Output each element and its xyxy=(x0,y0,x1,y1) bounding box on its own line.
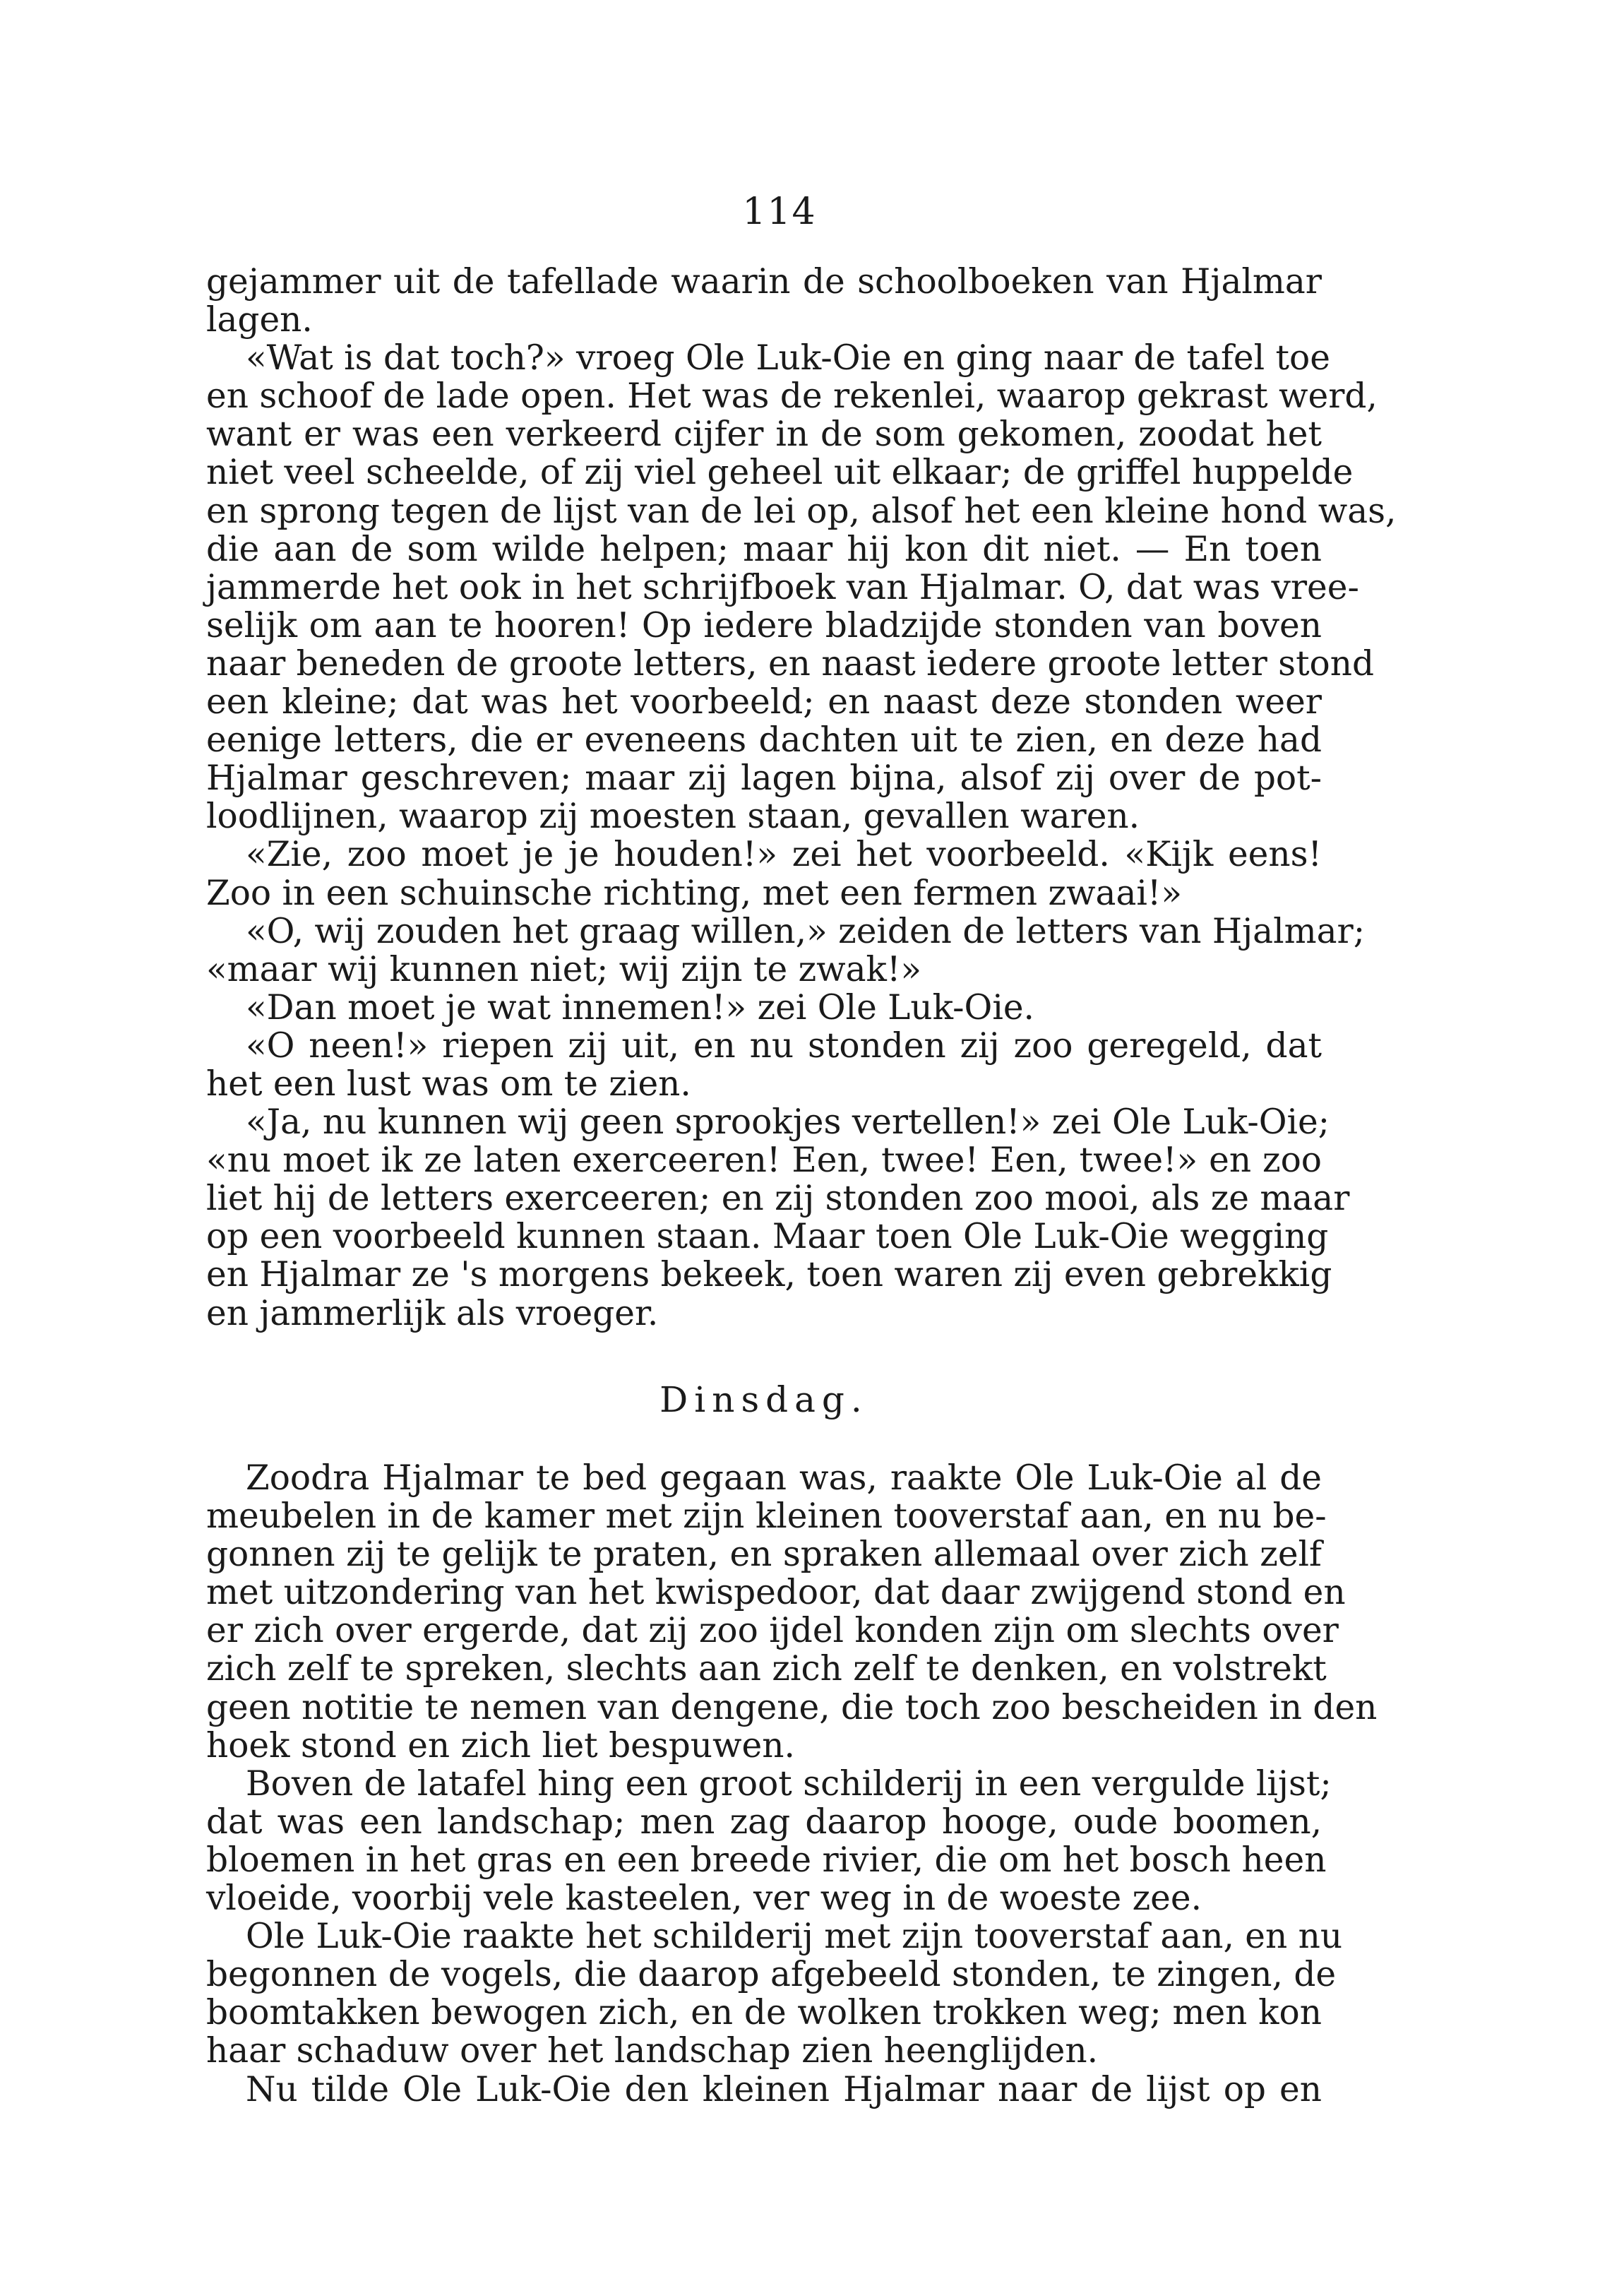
page-number: 114 xyxy=(742,191,817,233)
text-line: «O neen!» riepen zij uit, en nu stonden zij zoo geregeld, dat xyxy=(246,1025,1322,1066)
text-line: lagen. xyxy=(206,300,313,340)
text-section-2 xyxy=(206,1458,1378,2109)
text-line: boomtakken bewogen zich, en de wolken trokken weg; men kon xyxy=(206,1993,1322,2033)
text-line: selijk om aan te hooren! Op iedere bladzijde stonden van boven xyxy=(206,605,1322,645)
text-line: het een lust was om te zien. xyxy=(206,1064,691,1104)
text-line: «O, wij zouden het graag willen,» zeiden de letters van Hjalmar; xyxy=(246,911,1366,951)
text-line: vloeide, voorbij vele kasteelen, ver weg in de woeste zee. xyxy=(206,1879,1202,1919)
text-line: liet hij de letters exerceeren; en zij stonden zoo mooi, als ze maar xyxy=(206,1179,1350,1219)
text-line: begonnen de vogels, die daarop afgebeeld stonden, te zingen, de xyxy=(206,1955,1337,1995)
text-line: Zoodra Hjalmar te bed gegaan was, raakte Ole Luk-Oie al de xyxy=(246,1458,1322,1498)
text-line: zich zelf te spreken, slechts aan zich zelf te denken, en volstrekt xyxy=(206,1649,1327,1689)
text-line: «Wat is dat toch?» vroeg Ole Luk-Oie en ging naar de tafel toe xyxy=(246,338,1330,379)
text-line: Boven de latafel hing een groot schilderij in een vergulde lijst; xyxy=(246,1763,1332,1804)
text-line: naar beneden de groote letters, en naast iedere groote letter stond xyxy=(206,643,1375,684)
text-line: «nu moet ik ze laten exerceeren! Een, twee! Een, twee!» en zoo xyxy=(206,1141,1322,1181)
text-line: «Dan moet je wat innemen!» zei Ole Luk-Oie. xyxy=(246,987,1034,1028)
text-line: en Hjalmar ze 's morgens bekeek, toen waren zij even gebrekkig xyxy=(206,1255,1332,1295)
text-section-1 xyxy=(206,262,1397,1333)
text-line: «Ja, nu kunnen wij geen sprookjes vertellen!» zei Ole Luk-Oie; xyxy=(246,1102,1330,1143)
text-line: Hjalmar geschreven; maar zij lagen bijna, alsof zij over de pot- xyxy=(206,758,1322,799)
text-line: en schoof de lade open. Het was de rekenlei, waarop gekrast werd, xyxy=(206,376,1378,417)
text-line: op een voorbeeld kunnen staan. Maar toen Ole Luk-Oie wegging xyxy=(206,1217,1329,1257)
text-line: met uitzondering van het kwispedoor, dat daar zwijgend stond en xyxy=(206,1573,1346,1613)
text-line: gonnen zij te gelijk te praten, en spraken allemaal over zich zelf xyxy=(206,1535,1322,1575)
text-line: hoek stond en zich liet bespuwen. xyxy=(206,1725,795,1766)
text-line: meubelen in de kamer met zijn kleinen tooverstaf aan, en nu be- xyxy=(206,1496,1327,1537)
text-line: niet veel scheelde, of zij viel geheel uit elkaar; de griffel huppelde xyxy=(206,453,1354,493)
text-line: dat was een landschap; men zag daarop hooge, oude boomen, xyxy=(206,1802,1322,1842)
text-line: jammerde het ook in het schrijfboek van Hjalmar. O, dat was vree- xyxy=(206,567,1359,607)
text-line: eenige letters, die er eveneens dachten uit te zien, en deze had xyxy=(206,720,1322,761)
text-line: geen notitie te nemen van dengene, die toch zoo bescheiden in den xyxy=(206,1687,1378,1727)
text-line: een kleine; dat was het voorbeeld; en naast deze stonden weer xyxy=(206,682,1322,722)
text-line: er zich over ergerde, dat zij zoo ijdel konden zijn om slechts over xyxy=(206,1611,1339,1651)
text-line: «maar wij kunnen niet; wij zijn te zwak!» xyxy=(206,949,922,989)
text-line: Ole Luk-Oie raakte het schilderij met zijn tooverstaf aan, en nu xyxy=(246,1917,1343,1957)
text-line: Zoo in een schuinsche richting, met een fermen zwaai!» xyxy=(206,873,1183,913)
text-line: gejammer uit de tafellade waarin de schoolboeken van Hjalmar xyxy=(206,262,1322,302)
text-line: en sprong tegen de lijst van de lei op, alsof het een kleine hond was, xyxy=(206,491,1397,531)
text-line: «Zie, zoo moet je je houden!» zei het voorbeeld. «Kijk eens! xyxy=(246,835,1322,875)
text-line: die aan de som wilde helpen; maar hij kon dit niet. — En toen xyxy=(206,529,1322,569)
text-line: want er was een verkeerd cijfer in de som gekomen, zoodat het xyxy=(206,415,1322,455)
text-line: haar schaduw over het landschap zien heenglijden. xyxy=(206,2031,1099,2071)
text-line: en jammerlijk als vroeger. xyxy=(206,1293,659,1333)
text-line: loodlijnen, waarop zij moesten staan, gevallen waren. xyxy=(206,797,1140,837)
section-heading: Dinsdag. xyxy=(659,1379,868,1420)
text-line: Nu tilde Ole Luk-Oie den kleinen Hjalmar naar de lijst op en xyxy=(246,2069,1322,2109)
text-line: bloemen in het gras en een breede rivier, die om het bosch heen xyxy=(206,1840,1327,1880)
